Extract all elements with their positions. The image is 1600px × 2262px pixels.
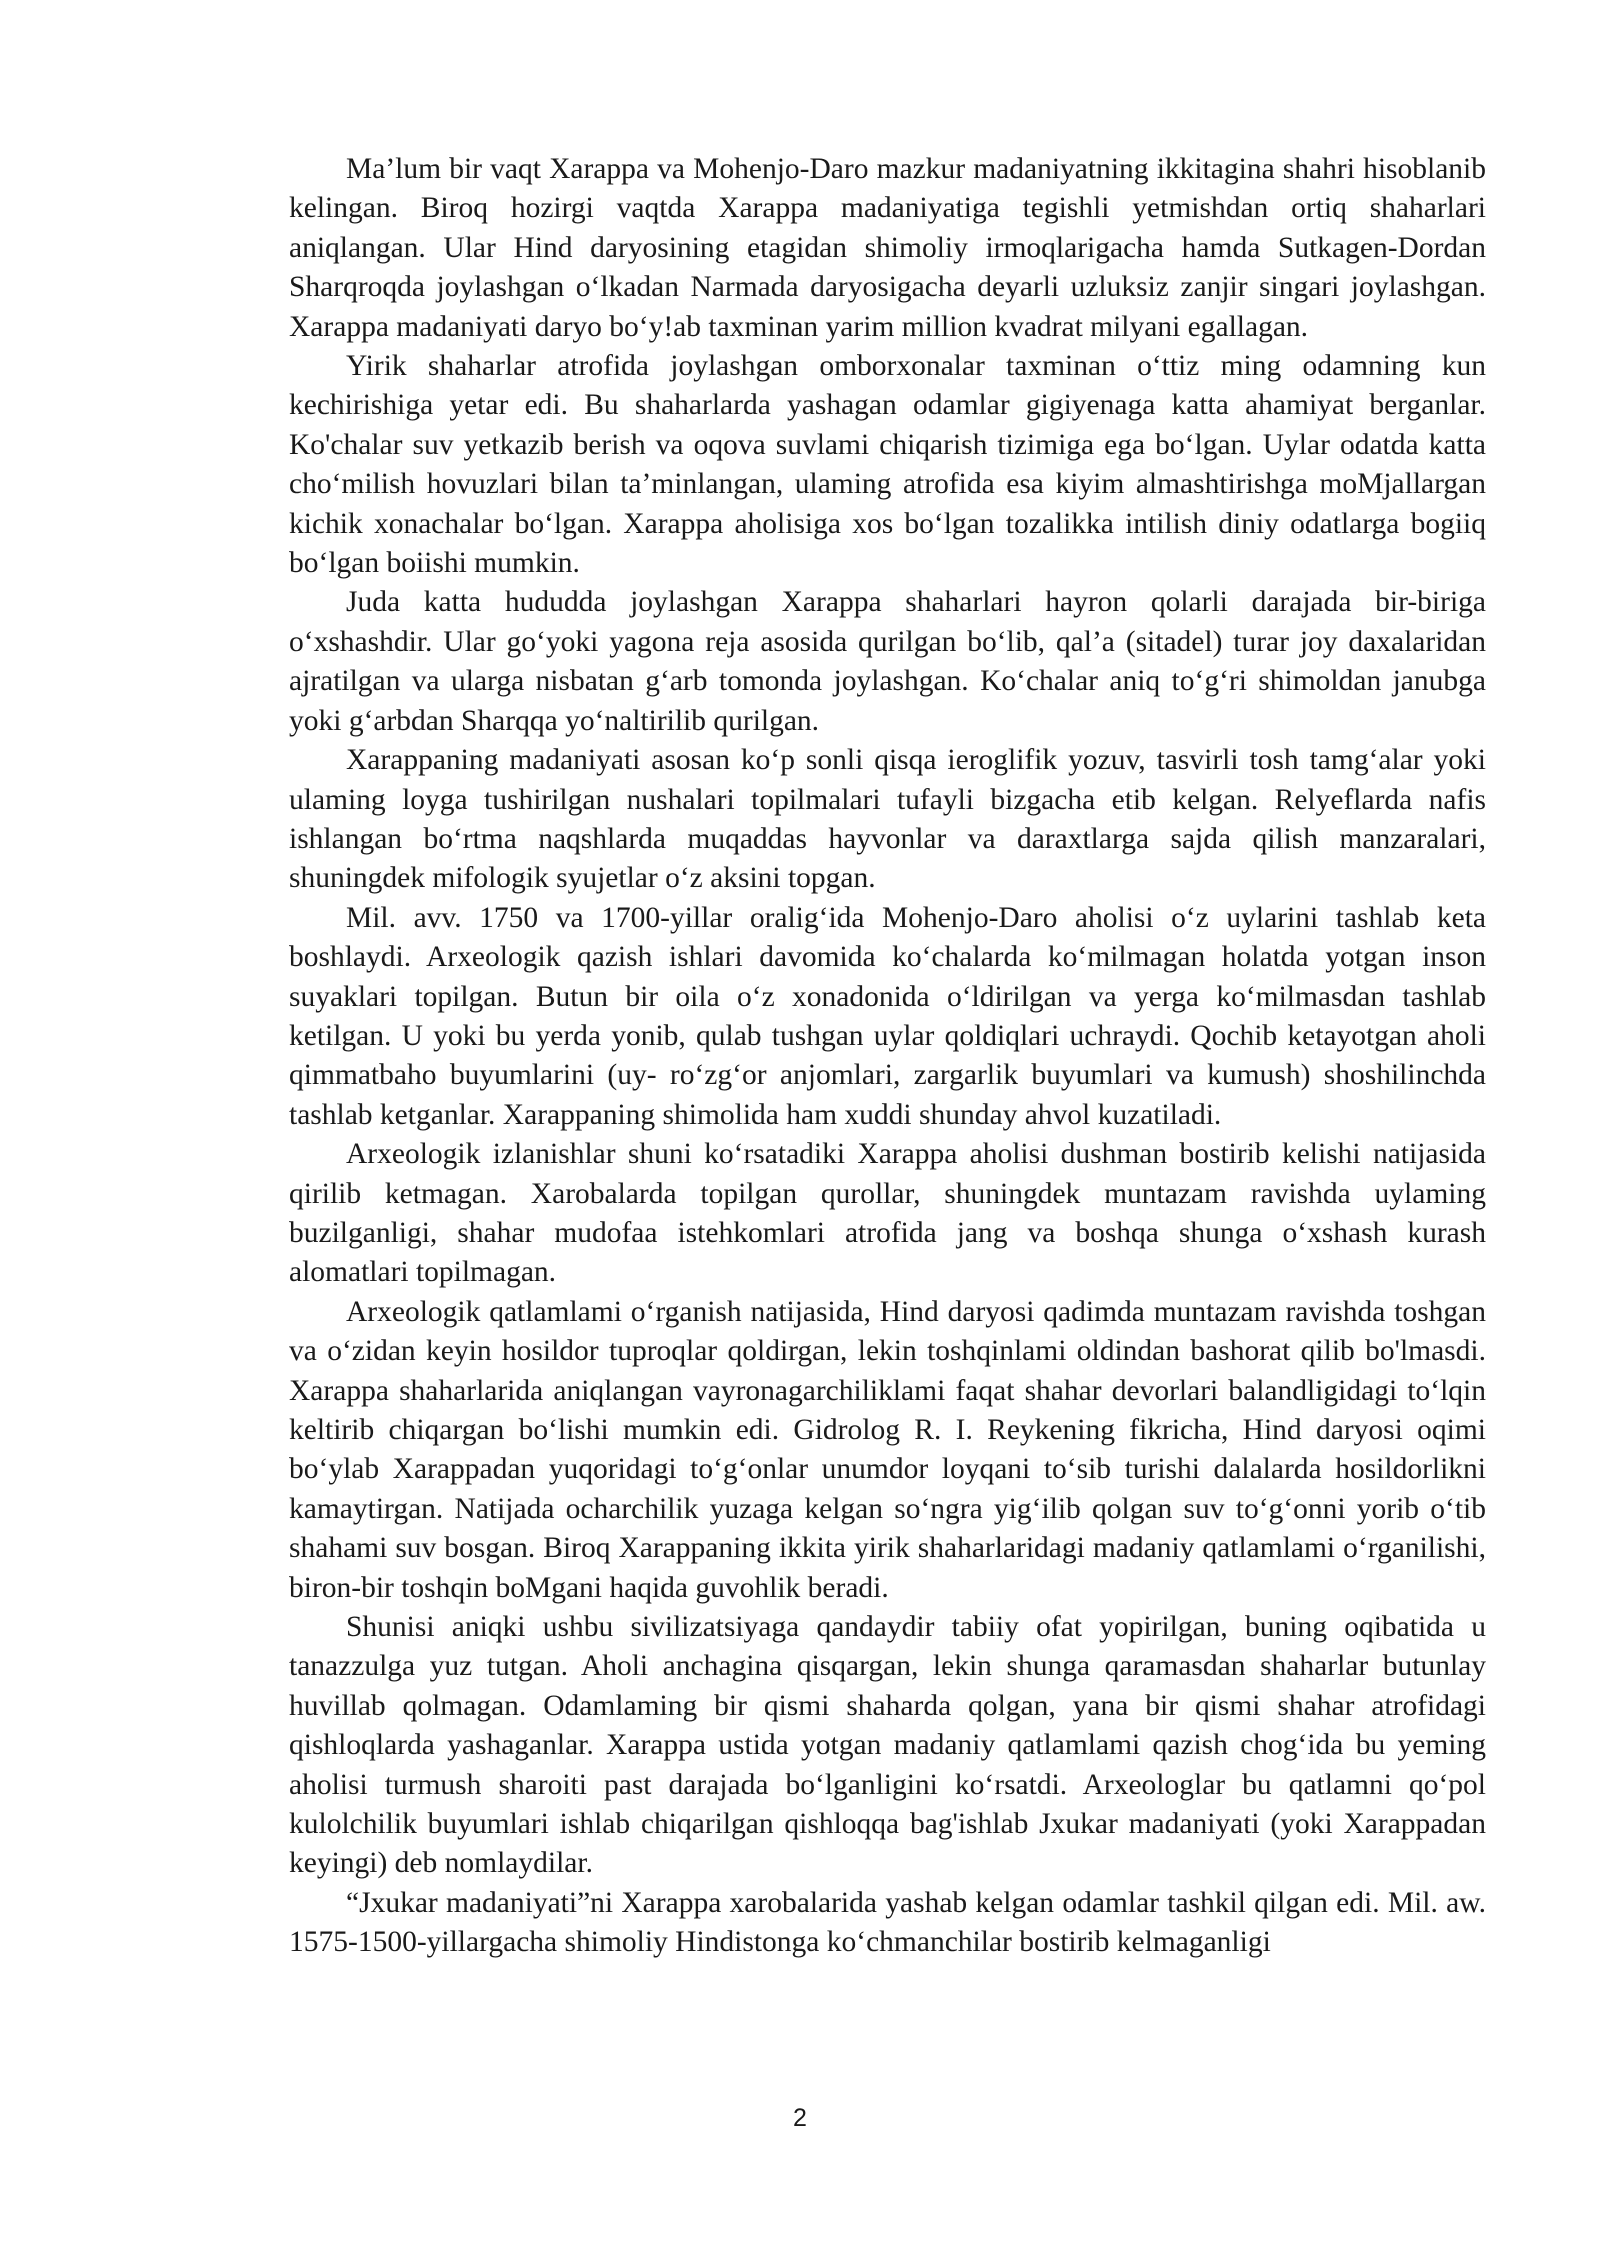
paragraph: Mil. avv. 1750 va 1700-yillar oralig‘ida Mohenjo-Daro aholisi o‘z uylarini tashlab keta boshlaydi. Arxeologik qazish ishlari davomida ko‘chalarda ko‘milmagan holatda yotgan inson suyaklari topilgan. Butun bir oila o‘z xonadonida o‘ldirilgan va yerga ko‘milmasdan tashlab ketilgan. U yoki bu yerda yonib, qulab tushgan uylar qoldiqlari uchraydi. Qochib ketayotgan aholi qimmatbaho buyumlarini (uy- ro‘zg‘or anjomlari, zargarlik buyumlari va kumush) shoshilinchda tashlab ketganlar. Xarappaning shimolida ham xuddi shunday ahvol kuzatiladi. — [289, 901, 1486, 1131]
paragraph: Xarappaning madaniyati asosan ko‘p sonli qisqa ieroglifik yozuv, tasvirli tosh tamg‘alar yoki ulaming loyga tushirilgan nushalari topilmalari tufayli bizgacha etib kelgan. Relyeflarda nafis ishlangan bo‘rtma naqshlarda muqaddas hayvonlar va daraxtlarga sajda qilish manzaralari, shuningdek mifologik syujetlar o‘z aksini topgan. — [289, 744, 1486, 895]
page-number: 2 — [793, 2104, 807, 2132]
paragraph: Shunisi aniqki ushbu sivilizatsiyaga qandaydir tabiiy ofat yopirilgan, buning oqibatida u tanazzulga yuz tutgan. Aholi anchagina qisqargan, lekin shunga qaramasdan shaharlar butunlay huvillab qolmagan. Odamlaming bir qismi shaharda qolgan, yana bir qismi shahar atrofidagi qishloqlarda yashaganlar. Xarappa ustida yotgan madaniy qatlamlami qazish chog‘ida bu yeming aholisi turmush sharoiti past darajada bo‘lganligini ko‘rsatdi. Arxeologlar bu qatlamni qo‘pol kulolchilik buyumlari ishlab chiqarilgan qishloqqa bag'ishlab Jxukar madaniyati (yoki Xarappadan keyingi) deb nomlaydilar. — [289, 1611, 1486, 1880]
paragraph: Yirik shaharlar atrofida joylashgan omborxonalar taxminan o‘ttiz ming odamning kun kechirishiga yetar edi. Bu shaharlarda yashagan odamlar gigiyenaga katta ahamiyat berganlar. Ko'chalar suv yetkazib berish va oqova suvlami chiqarish tizimiga ega bo‘lgan. Uylar odatda katta cho‘milish hovuzlari bilan ta’minlangan, ulaming atrofida esa kiyim almashtirishga moMjallargan kichik xonachalar bo‘lgan. Xarappa aholisiga xos bo‘lgan tozalikka intilish diniy odatlarga bogiiq bo‘lgan boiishi mumkin. — [289, 350, 1486, 580]
paragraph: Ma’lum bir vaqt Xarappa va Mohenjo-Daro mazkur madaniyatning ikkitagina shahri hisoblanib kelingan. Biroq hozirgi vaqtda Xarappa madaniyatiga tegishli yetmishdan ortiq shaharlari aniqlangan. Ular Hind daryosining etagidan shimoliy irmoqlarigacha hamda Sutkagen-Dordan Sharqroqda joylashgan o‘lkadan Narmada daryosigacha deyarli uzluksiz zanjir singari joylashgan. Xarappa madaniyati daryo bo‘y!ab taxminan yarim million kvadrat milyani egallagan. — [289, 153, 1486, 343]
paragraph: Arxeologik qatlamlami o‘rganish natijasida, Hind daryosi qadimda muntazam ravishda toshgan va o‘zidan keyin hosildor tuproqlar qoldirgan, lekin toshqinlami oldindan bashorat qilib bo'lmasdi. Xarappa shaharlarida aniqlangan vayronagarchiliklami faqat shahar devorlari balandligidagi to‘lqin keltirib chiqargan bo‘lishi mumkin edi. Gidrolog R. I. Reykening fikricha, Hind daryosi oqimi bo‘ylab Xarappadan yuqoridagi to‘g‘onlar unumdor loyqani to‘sib turishi dalalarda hosildorlikni kamaytirgan. Natijada ocharchilik yuzaga kelgan so‘ngra yig‘ilib qolgan suv to‘g‘onni yorib o‘tib shahami suv bosgan. Biroq Xarappaning ikkita yirik shaharlaridagi madaniy qatlamlami o‘rganilishi, biron-bir toshqin boMgani haqida guvohlik beradi. — [289, 1295, 1486, 1604]
page-body — [289, 150, 1486, 1963]
paragraph: Juda katta hududda joylashgan Xarappa shaharlari hayron qolarli darajada bir-biriga o‘xshashdir. Ular go‘yoki yagona reja asosida qurilgan bo‘lib, qal’a (sitadel) turar joy daxalaridan ajratilgan va ularga nisbatan g‘arb tomonda joylashgan. Ko‘chalar aniq to‘g‘ri shimoldan janubga yoki g‘arbdan Sharqqa yo‘naltirilib qurilgan. — [289, 586, 1486, 737]
paragraph: Arxeologik izlanishlar shuni ko‘rsatadiki Xarappa aholisi dushman bostirib kelishi natijasida qirilib ketmagan. Xarobalarda topilgan qurollar, shuningdek muntazam ravishda uylaming buzilganligi, shahar mudofaa istehkomlari atrofida jang va boshqa shunga o‘xshash kurash alomatlari topilmagan. — [289, 1138, 1486, 1289]
paragraph: “Jxukar madaniyati”ni Xarappa xarobalarida yashab kelgan odamlar tashkil qilgan edi. Mil. aw. 1575-1500-yillargacha shimoliy Hindistonga ko‘chmanchilar bostirib kelmaganligi — [289, 1886, 1486, 1959]
